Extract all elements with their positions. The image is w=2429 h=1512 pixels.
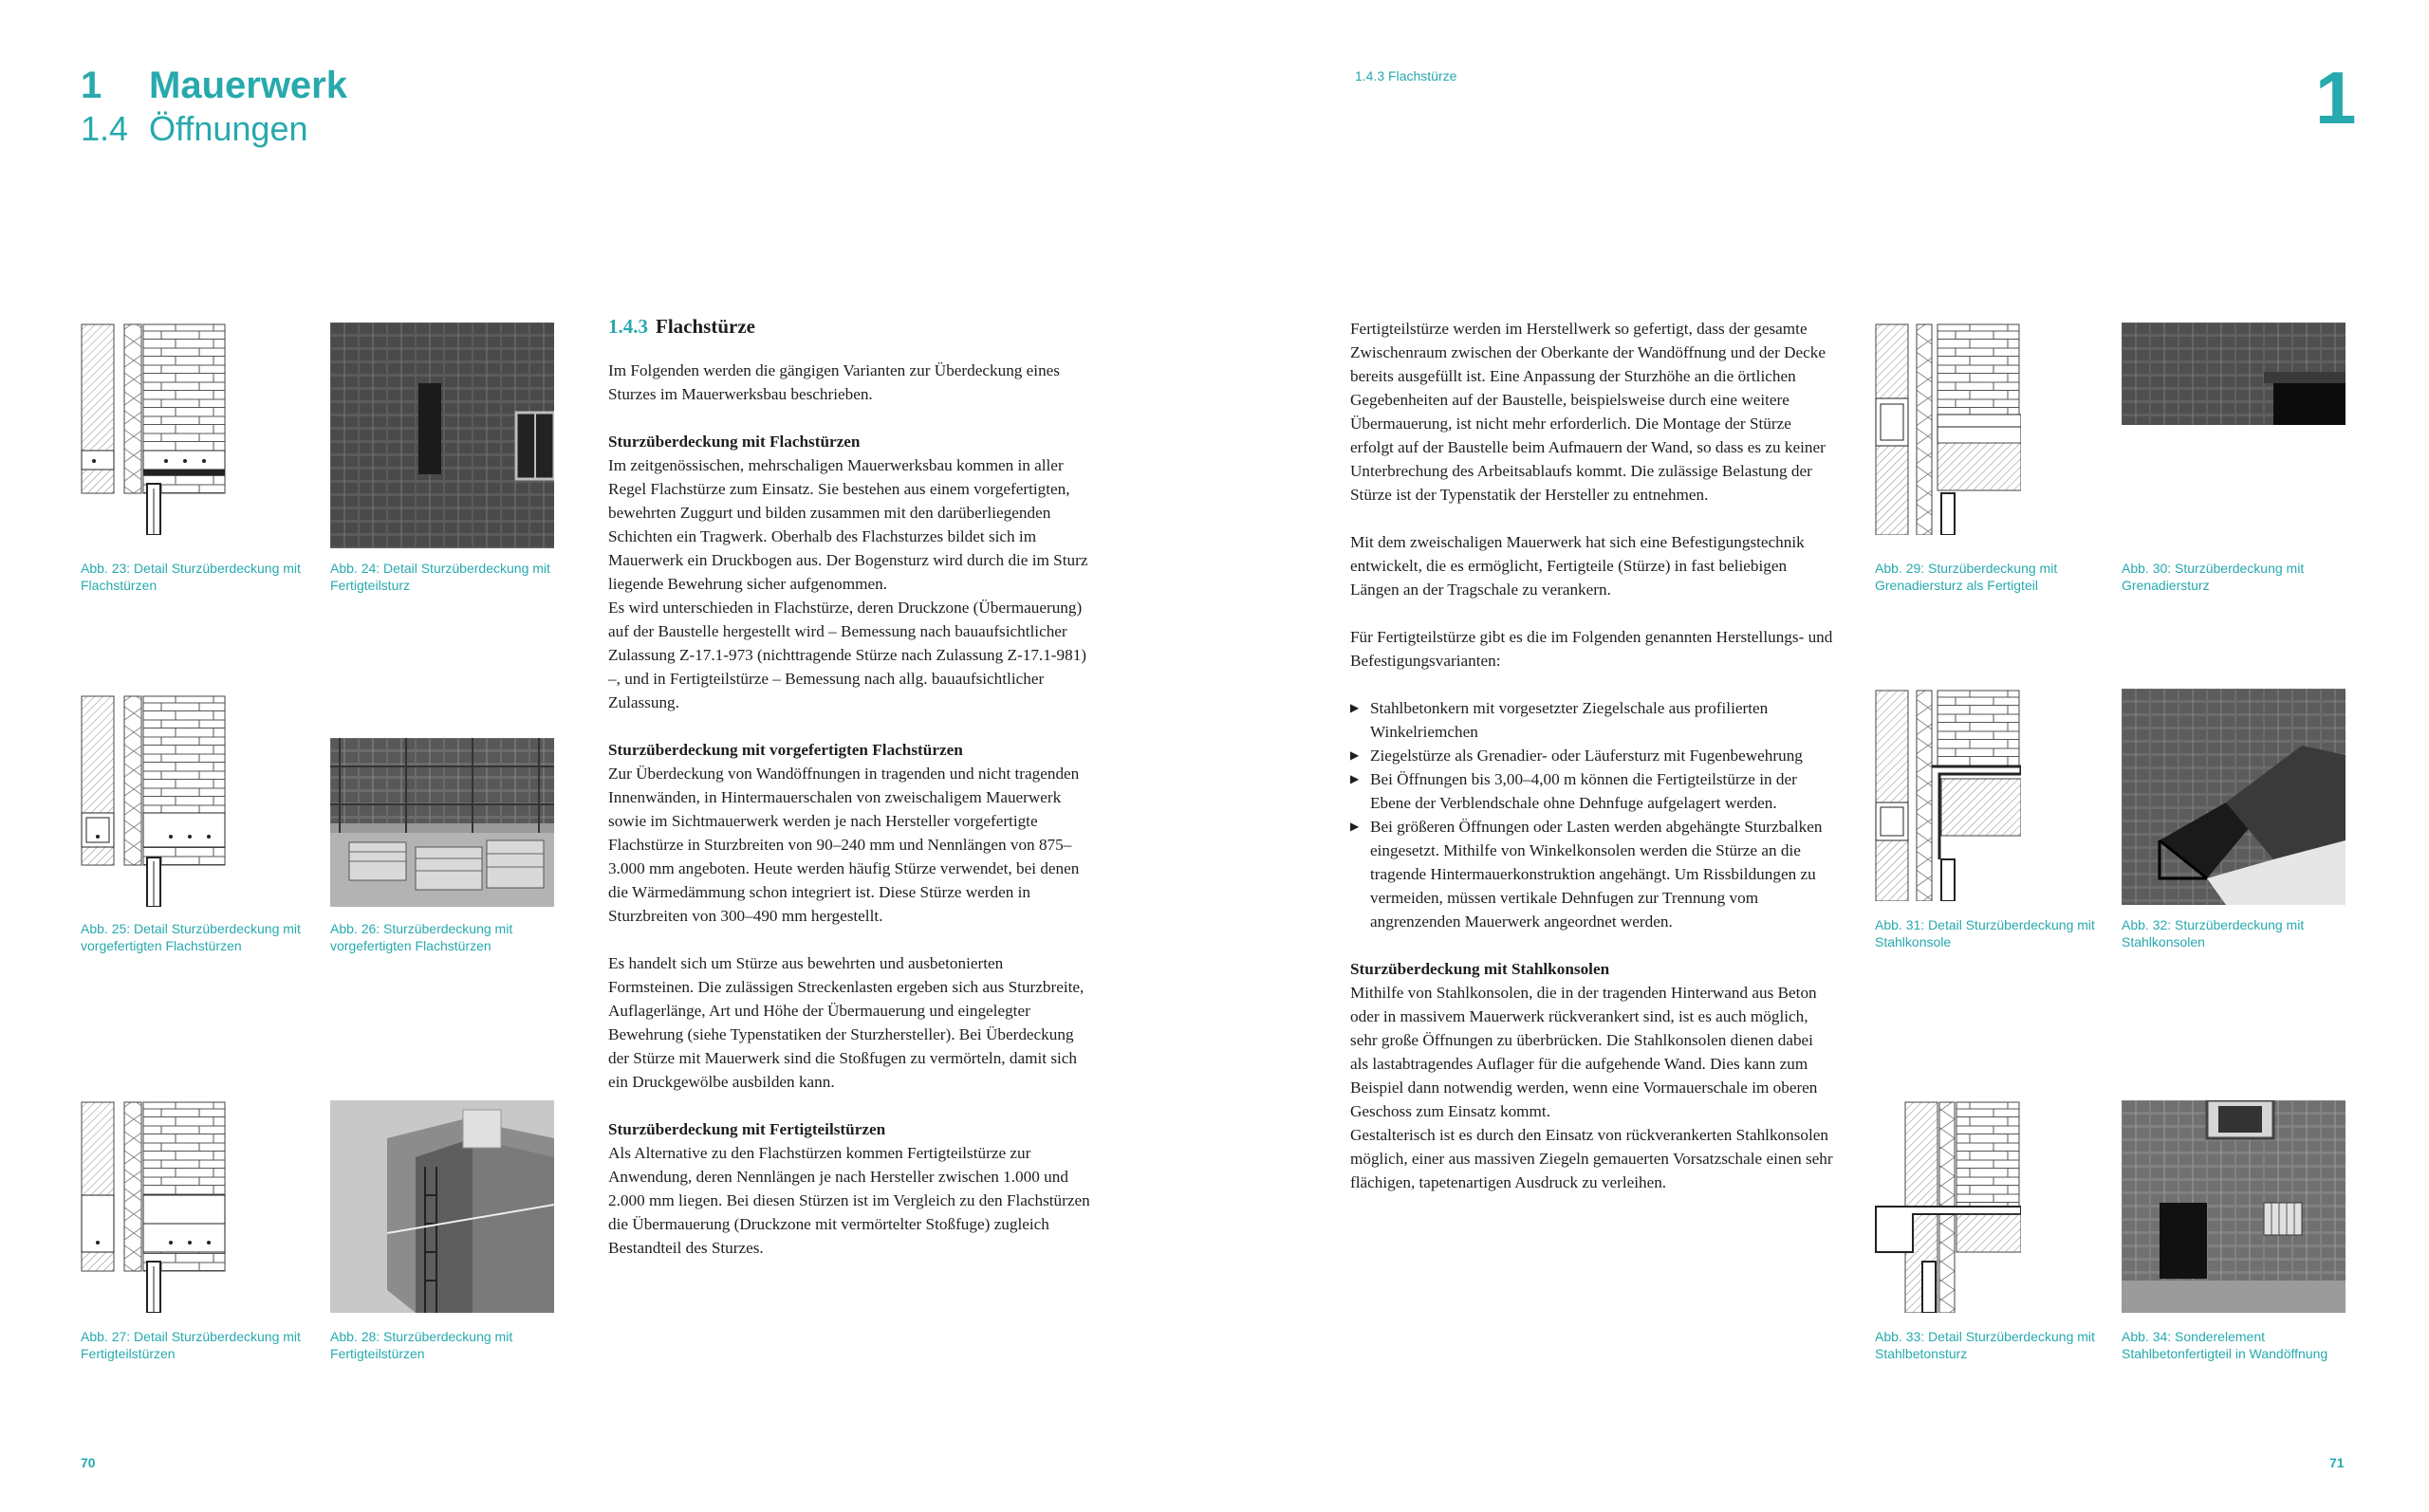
- caption-26: Abb. 26: Sturzüberdeckung mit vorgefertigten Flachstürzen: [330, 921, 513, 953]
- fig-26-construction-photo: [330, 738, 554, 907]
- fig-24-brick-wall-photo: [330, 323, 554, 548]
- fig-28-precast-lintel-photo: [330, 1100, 554, 1313]
- fig-25-detail-drawing: [81, 694, 227, 907]
- right-text-column: [1350, 317, 1834, 1218]
- caption-30: Abb. 30: Sturzüberdeckung mit Grenadiersturz: [2122, 561, 2305, 593]
- caption-29: Abb. 29: Sturzüberdeckung mit Grenadiersturz als Fertigteil: [1875, 561, 2058, 593]
- page-number-left: 70: [81, 1455, 96, 1470]
- caption-25: Abb. 25: Detail Sturzüberdeckung mit vorgefertigten Flachstürzen: [81, 921, 301, 953]
- list-item: ▶ Bei Öffnungen bis 3,00–4,00 m können die Fertigteilstürze in der Ebene der Verblendschale ohne Dehnfuge aufgelagert werden.: [1350, 767, 1834, 815]
- paragraph-varianten: Für Fertigteilstürze gibt es die im Folgenden genannten Herstellungs- und Befestigungsvarianten:: [1350, 628, 1833, 670]
- caption-24: Abb. 24: Detail Sturzüberdeckung mit Fertigteilsturz: [330, 561, 550, 593]
- caption-32: Abb. 32: Sturzüberdeckung mit Stahlkonsolen: [2122, 917, 2305, 950]
- caption-33: Abb. 33: Detail Sturzüberdeckung mit Stahlbetonsturz: [1875, 1329, 2095, 1361]
- paragraph-befestigung: Mit dem zweischaligen Mauerwerk hat sich eine Befestigungstechnik entwickelt, die es ermöglicht, Fertigteile (Stürze) in fast beliebigen Längen an der Tragschale zu verankern.: [1350, 533, 1805, 599]
- fig-32-steel-console-photo: [2122, 689, 2346, 905]
- caption-28: Abb. 28: Sturzüberdeckung mit Fertigteilstürzen: [330, 1329, 513, 1361]
- list-item: ▶ Ziegelstürze als Grenadier- oder Läufersturz mit Fugenbewehrung: [1350, 744, 1834, 767]
- paragraph-flachstuerze: Sturzüberdeckung mit Flachstürzen Im zeitgenössischen, mehrschaligen Mauerwerksbau kommen in aller Regel Flachstürze zum Einsatz. Sie bestehen aus einem vorgefertigten, bewehrten Zuggurt und bilden zusammen mit den darüberliegenden Schichten ein Tragwerk. Oberhalb des Flachsturzes bildet sich im Mauerwerk ein Druckbogen aus. Der Bogensturz wird durch die im Sturz liegende Bewehrung sicher aufgenommen. Es wird unterschieden in Flachstürze, deren Druckzone (Übermauerung) auf der Baustelle hergestellt wird – Bemessung nach bauaufsichtlicher Zulassung Z-17.1-973 (nichttragende Stürze nach Zulassung Z-17.1-981) –, und in Fertigteilstürze – Bemessung nach allg. bauaufsichtlicher Zulassung.: [608, 433, 1088, 711]
- fig-34-precast-element-photo: [2122, 1100, 2346, 1313]
- paragraph-stahlkonsolen: Sturzüberdeckung mit Stahlkonsolen Mithilfe von Stahlkonsolen, die in der tragenden Hinterwand aus Beton oder in massivem Mauerwerk rückverankert sind, ist es auch möglich, sehr große Öffnungen zu überbrücken. Die Stahlkonsolen dienen dabei als lastabtragendes Auflager für die aufgehende Wand. Dies kann zum Beispiel dann notwendig werden, wenn eine Vormauerschale im oberen Geschoss zum Einsatz kommt. Gestalterisch ist es durch den Einsatz von rückverankerten Stahlkonsolen möglich, einer aus massiven Ziegeln gemauerten Vorsatzschale einen sehr flächigen, tapetenartigen Ausdruck zu verleihen.: [1350, 960, 1833, 1191]
- fig-31-detail-drawing: [1875, 689, 2021, 901]
- caption-27: Abb. 27: Detail Sturzüberdeckung mit Fertigteilstürzen: [81, 1329, 301, 1361]
- caption-23: Abb. 23: Detail Sturzüberdeckung mit Flachstürzen: [81, 561, 301, 593]
- page-number-right: 71: [2329, 1455, 2345, 1470]
- paragraph-formsteine: Es handelt sich um Stürze aus bewehrten und ausbetonierten Formsteinen. Die zulässigen Streckenlasten ergeben sich aus Sturzbreite, Auflagerlänge, Art und Höhe der Übermauerung und eingelegter Bewehrung (siehe Typenstatiken der Sturzhersteller). Bei Überdeckung der Stürze mit Mauerwerk sind die Stoßfugen zu vermörteln, damit sich ein Druckgewölbe ausbilden kann.: [608, 954, 1085, 1091]
- section-title: 1.4 Öffnungen: [81, 109, 308, 148]
- list-item: ▶ Stahlbetonkern mit vorgesetzter Ziegelschale aus profilierten Winkelriemchen: [1350, 696, 1834, 744]
- subsection-heading: 1.4.3 Flachstürze: [608, 315, 755, 338]
- paragraph-vorgefertigte: Sturzüberdeckung mit vorgefertigten Flachstürzen Zur Überdeckung von Wandöffnungen in tragenden und nicht tragenden Innenwänden, in Hintermauerschalen von zweischaligem Mauerwerk sowie im Sichtmauerwerk werden je nach Hersteller vorgefertigte Flachstürze in Sturzbreiten von 90–240 mm und Nennlängen von 875–3.000 mm angeboten. Heute werden häufig Stürze verwendet, bei denen die Wärmedämmung schon integriert ist. Diese Stürze werden in Sturzbreiten von 300–490 mm hergestellt.: [608, 741, 1080, 925]
- running-header: 1.4.3 Flachstürze: [1355, 68, 1457, 83]
- list-item: ▶ Bei größeren Öffnungen oder Lasten werden abgehängte Sturzbalken eingesetzt. Mithilfe von Winkelkonsolen werden die Stürze an die tragende Hintermauerkonstruktion angehängt. Um Rissbildungen zu vermeiden, müssen vertikale Dehnfugen zur Trennung vom angrenzenden Mauerwerk angeordnet werden.: [1350, 815, 1834, 933]
- fig-30-grenadier-photo: [2122, 323, 2346, 425]
- intro-paragraph: Im Folgenden werden die gängigen Varianten zur Überdeckung eines Sturzes im Mauerwerksbau beschrieben.: [608, 361, 1060, 403]
- fig-27-detail-drawing: [81, 1100, 227, 1313]
- caption-31: Abb. 31: Detail Sturzüberdeckung mit Stahlkonsole: [1875, 917, 2095, 950]
- varianten-list: [1350, 696, 1834, 933]
- paragraph-fertigteilstuerze: Sturzüberdeckung mit Fertigteilstürzen Als Alternative zu den Flachstürzen kommen Fertigteilstürze zur Anwendung, deren Nennlängen je nach Hersteller zwischen 1.000 und 2.000 mm liegen. Bei diesen Stürzen ist im Vergleich zu den Flachstürzen die Übermauerung (Druckzone mit vermörtelter Stoßfuge) zugleich Bestandteil des Sturzes.: [608, 1120, 1090, 1257]
- fig-29-detail-drawing: [1875, 323, 2021, 535]
- chapter-title: 1 Mauerwerk: [81, 65, 347, 106]
- fig-33-detail-drawing: [1875, 1100, 2021, 1313]
- caption-34: Abb. 34: Sonderelement Stahlbetonfertigteil in Wandöffnung: [2122, 1329, 2328, 1361]
- chapter-number: 1: [2315, 56, 2357, 139]
- fig-23-detail-drawing: [81, 323, 227, 535]
- paragraph-herstellwerk: Fertigteilstürze werden im Herstellwerk so gefertigt, dass der gesamte Zwischenraum zwischen der Oberkante der Wandöffnung und der Decke bereits ausgefüllt ist. Eine Anpassung der Sturzhöhe an die örtlichen Gegebenheiten auf der Baustelle, beispielsweise durch eine weitere Übermauerung, ist nicht mehr erforderlich. Die Montage der Stürze erfolgt auf der Baustelle beim Aufmauern der Wand, so dass es zu keiner Unterbrechung des Arbeitsablaufs kommt. Die zulässige Belastung der Stürze ist der Typenstatik der Hersteller zu entnehmen.: [1350, 320, 1826, 504]
- left-text-column: [608, 313, 1092, 1283]
